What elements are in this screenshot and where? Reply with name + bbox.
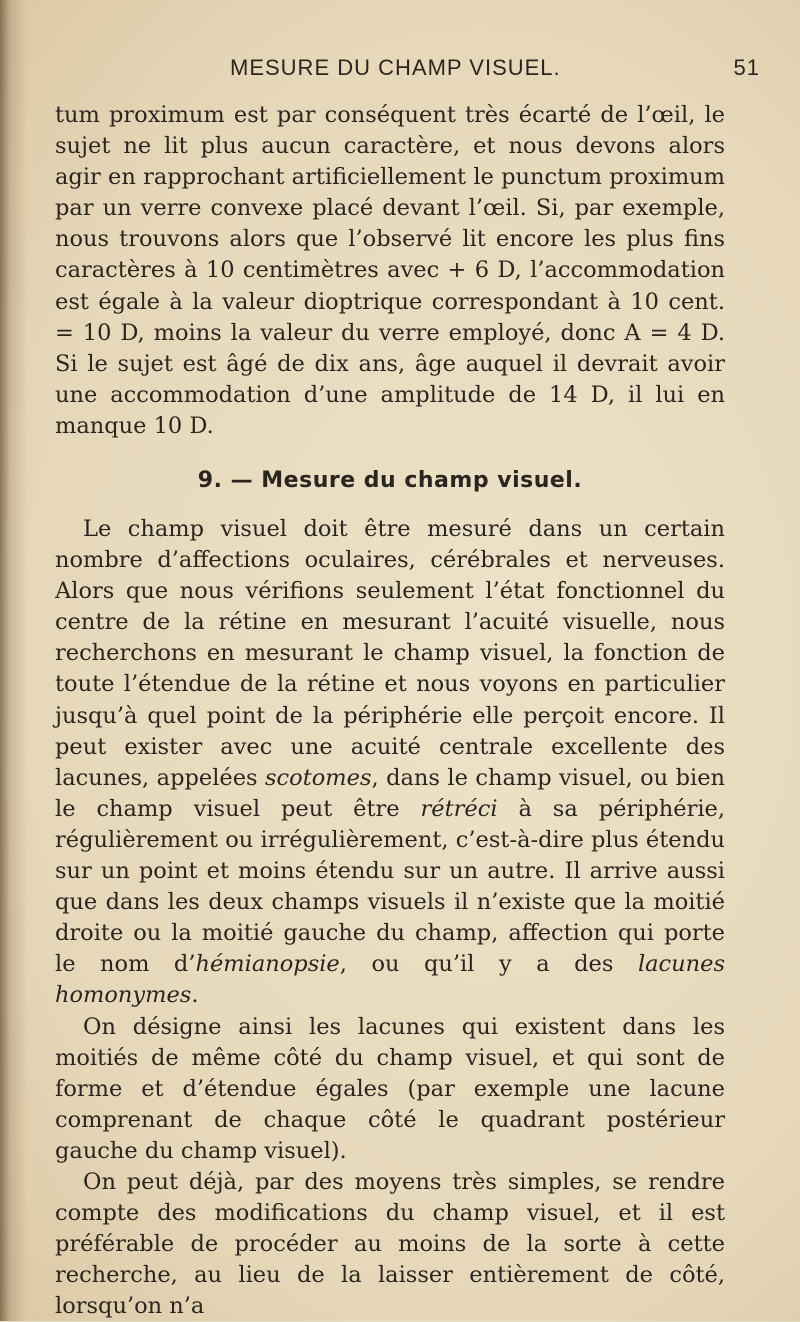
section-heading: 9. — Mesure du champ visuel. (197, 468, 583, 493)
paragraph: On peut déjà, par des moyens très simples, se rendre compte des modifications du champ visuel, et il est préférable de procéder au moins de la sorte à cette recherche, au lieu de la laisser entièrement de côté, lorsqu’on n’a (55, 1168, 725, 1320)
italic-term: scotomes (265, 764, 372, 791)
body-text-continued (55, 100, 725, 442)
paragraph: Le champ visuel doit être mesuré dans un certain nombre d’affections oculaires, cérébrales et nerveuses. Alors que nous vérifions seulement l’état fonctionnel du centre de la rétine en mesurant l’acuité visuelle, nous recherchons en mesurant le champ visuel, la fonction de toute l’étendue de la rétine et nous voyons en particulier jusqu’à quel point de la périphérie elle perçoit encore. Il peut exister avec une acuité centrale excellente des lacunes, appelées scotomes, dans le champ visuel, ou bien le champ visuel peut être rétréci à sa périphérie, régulièrement ou irrégulièrement, c’est-à-dire plus étendu sur un point et moins étendu sur un autre. Il arrive aussi que dans les deux champs visuels il n’existe que la moitié droite ou la moitié gauche du champ, affection qui porte le nom d’hémianopsie, ou qu’il y a des lacunes homonymes. (55, 516, 725, 1009)
page-header (55, 55, 760, 85)
paragraph: On désigne ainsi les lacunes qui existent dans les moitiés de même côté du champ visuel, et qui sont de forme et d’étendue égales (par exemple une lacune comprenant de chaque côté le quadrant postérieur gauche du champ visuel). (55, 1013, 725, 1164)
italic-term: hémianopsie (195, 951, 340, 978)
italic-term: rétréci (420, 795, 498, 822)
paragraph: tum proximum est par conséquent très écarté de l’œil, le sujet ne lit plus aucun caractère, et nous devons alors agir en rapprochant artificiellement le punctum proximum par un verre convexe placé devant l’œil. Si, par exemple, nous trouvons alors que l’observé lit encore les plus fins caractères à 10 centimètres avec + 6 D, l’accommodation est égale à la valeur dioptrique correspondant à 10 cent. = 10 D, moins la valeur du verre employé, donc A = 4 D. Si le sujet est âgé de dix ans, âge auquel il devrait avoir une accommodation d’une amplitude de 14 D, il lui en manque 10 D. (55, 102, 725, 439)
running-title: MESURE DU CHAMP VISUEL. (230, 55, 561, 80)
italic-term: lacunes homonymes (55, 951, 725, 1009)
page-number: 51 (733, 55, 760, 80)
body-text-section (55, 514, 725, 1322)
